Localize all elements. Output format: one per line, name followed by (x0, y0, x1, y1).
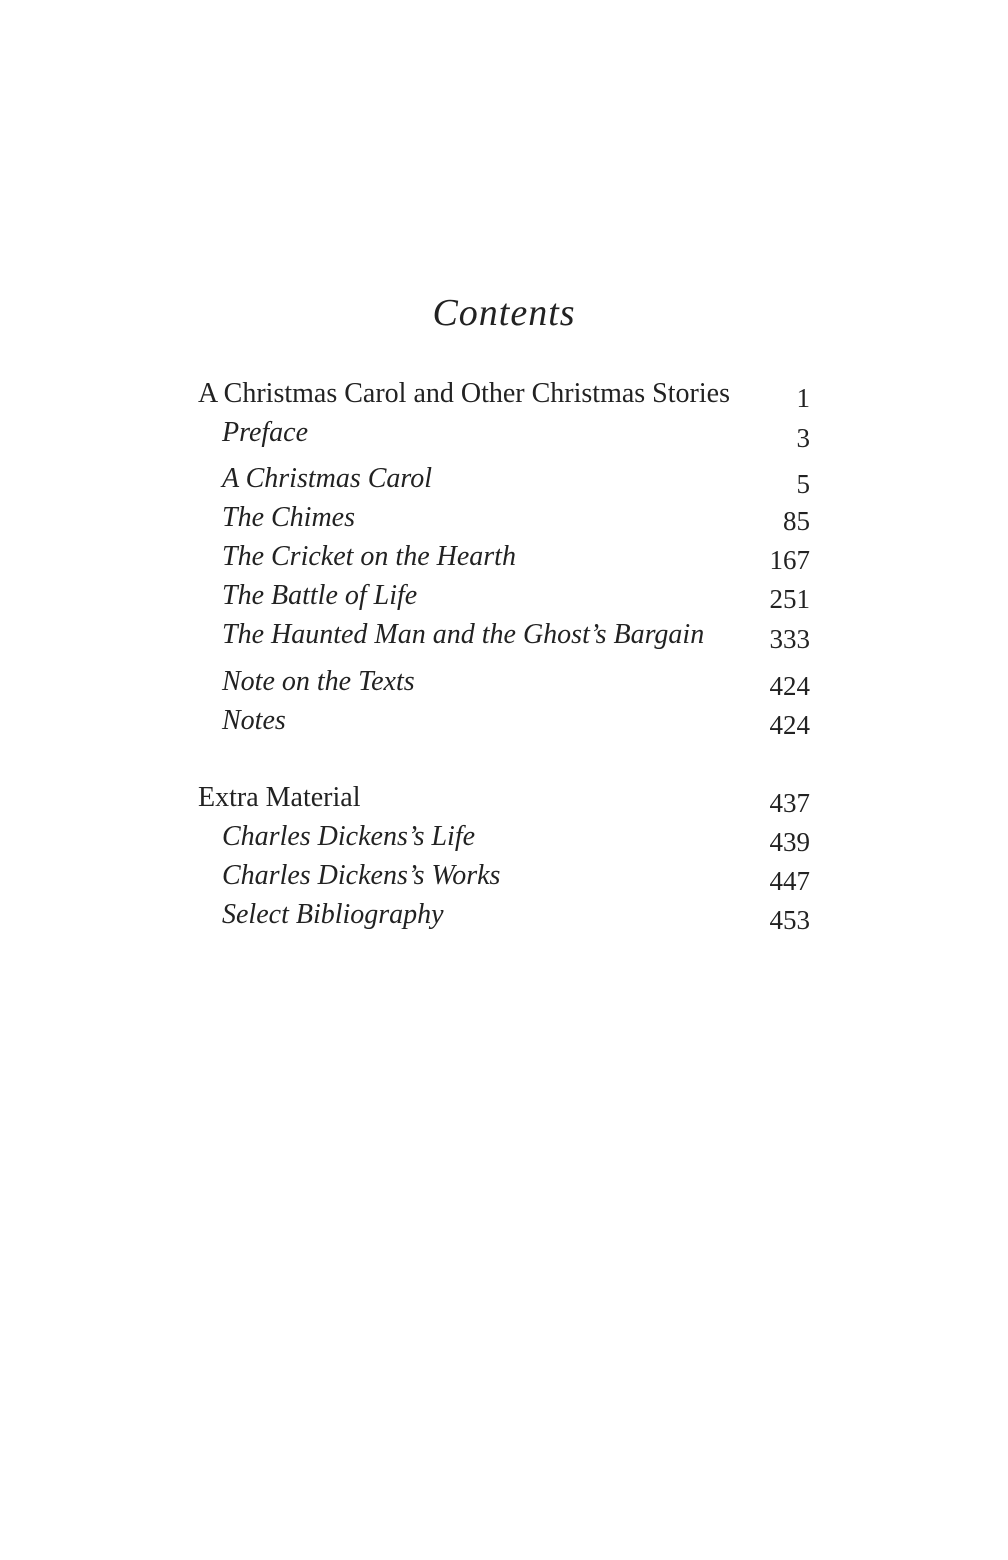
toc-page-number: 437 (769, 788, 810, 818)
toc-entry[interactable] (0, 703, 1008, 739)
toc-page-number: 439 (769, 827, 810, 857)
toc-entry-label: The Chimes (222, 502, 355, 533)
toc-entry-label: The Haunted Man and the Ghost’s Bargain (222, 619, 705, 650)
toc-page-number: 333 (769, 624, 810, 654)
toc-part-entry[interactable] (0, 780, 1008, 816)
toc-entry-label: Extra Material (198, 782, 361, 813)
toc-page-number: 167 (769, 545, 810, 575)
toc-entry[interactable] (0, 539, 1008, 575)
toc-entry[interactable] (0, 819, 1008, 855)
toc-page-number: 424 (769, 710, 810, 740)
toc-page-number: 447 (769, 866, 810, 896)
toc-entry-label: A Christmas Carol and Other Christmas Stories (198, 378, 730, 409)
toc-page-number: 424 (769, 671, 810, 701)
toc-entry[interactable] (0, 578, 1008, 614)
toc-part-entry[interactable] (0, 376, 1008, 412)
toc-entry-label: The Cricket on the Hearth (222, 541, 516, 572)
toc-entry-label: A Christmas Carol (222, 463, 433, 494)
page-title: Contents (432, 292, 576, 334)
toc-page-number: 1 (796, 383, 810, 413)
toc-entry[interactable] (0, 617, 1008, 653)
toc-page-number: 5 (796, 469, 810, 499)
toc-entry[interactable] (0, 500, 1008, 536)
toc-entry[interactable] (0, 415, 1008, 451)
toc-entry[interactable] (0, 461, 1008, 497)
toc-entry-label: Preface (222, 417, 309, 448)
toc-entry-label: The Battle of Life (222, 580, 418, 611)
toc-entry-label: Select Bibliography (222, 899, 444, 930)
toc-page-number: 3 (796, 423, 810, 453)
toc-entry-label: Charles Dickens’s Life (222, 821, 476, 852)
toc-entry[interactable] (0, 664, 1008, 700)
toc-entry-label: Note on the Texts (222, 666, 415, 697)
toc-entry[interactable] (0, 858, 1008, 894)
toc-entry-label: Charles Dickens’s Works (222, 860, 501, 891)
toc-page-number: 453 (769, 905, 810, 935)
toc-entry-label: Notes (222, 705, 286, 736)
toc-page-number: 85 (783, 506, 810, 536)
toc-entry[interactable] (0, 897, 1008, 933)
toc-page-number: 251 (769, 584, 810, 614)
